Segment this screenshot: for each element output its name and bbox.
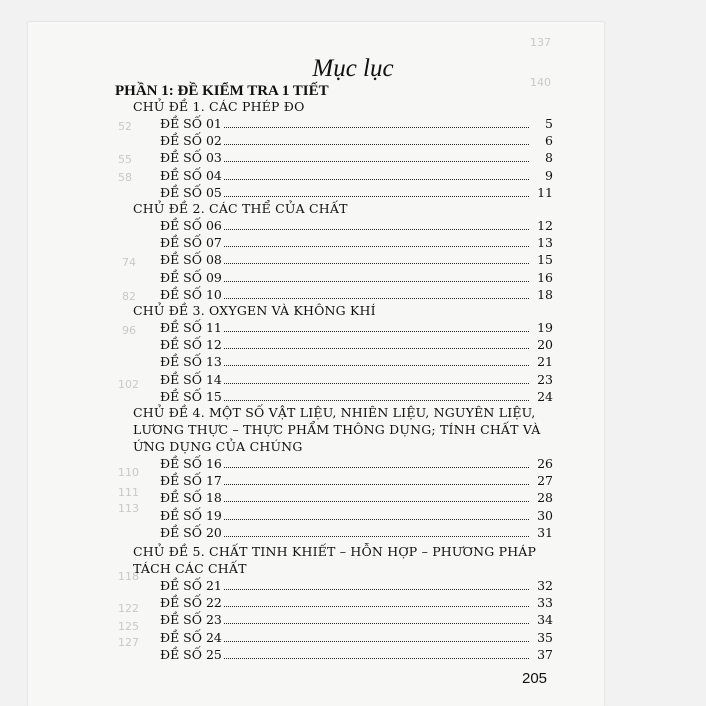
entry-label: ĐỀ SỐ 19 (160, 507, 222, 523)
entry-page-number: 11 (537, 184, 553, 200)
toc-entry (160, 336, 553, 352)
dot-leader (224, 229, 529, 230)
entry-label: ĐỀ SỐ 10 (160, 286, 222, 302)
toc-entry (160, 489, 553, 505)
toc-entry (160, 577, 553, 593)
entry-label: ĐỀ SỐ 06 (160, 218, 222, 233)
dot-leader (224, 348, 529, 349)
entry-label: ĐỀ SỐ 22 (160, 595, 222, 611)
toc-entry (160, 217, 553, 233)
dot-leader (224, 519, 529, 520)
entry-page-number: 21 (537, 354, 553, 370)
entry-label: ĐỀ SỐ 08 (160, 252, 222, 268)
toc-entry (160, 269, 553, 285)
toc-entry (160, 611, 553, 627)
topic-heading: CHỦ ĐỀ 3. OXYGEN VÀ KHÔNG KHÍ (133, 303, 376, 318)
toc-entry (160, 472, 553, 488)
entry-label: ĐỀ SỐ 03 (160, 150, 222, 166)
entry-label: ĐỀ SỐ 21 (160, 578, 222, 593)
toc-entry (160, 353, 553, 369)
entry-page-number: 28 (537, 490, 553, 506)
toc-entry (160, 167, 553, 183)
entry-label: ĐỀ SỐ 23 (160, 612, 222, 628)
entry-label: ĐỀ SỐ 01 (160, 116, 222, 131)
entry-label: ĐỀ SỐ 04 (160, 167, 222, 183)
dot-leader (224, 589, 529, 590)
entry-label: ĐỀ SỐ 16 (160, 456, 222, 471)
entry-page-number: 5 (545, 116, 553, 131)
dot-leader (224, 127, 529, 128)
dot-leader (224, 281, 529, 282)
entry-page-number: 33 (537, 595, 553, 611)
toc-entry (160, 524, 553, 540)
entry-label: ĐỀ SỐ 05 (160, 184, 222, 200)
entry-label: ĐỀ SỐ 13 (160, 354, 222, 370)
entry-label: ĐỀ SỐ 11 (160, 320, 222, 335)
topic-heading: CHỦ ĐỀ 2. CÁC THỂ CỦA CHẤT (133, 201, 348, 216)
entry-page-number: 13 (537, 235, 553, 251)
toc-entry (160, 132, 553, 148)
dot-leader (224, 623, 529, 624)
entry-page-number: 37 (537, 646, 553, 662)
dot-leader (224, 606, 529, 607)
entry-page-number: 27 (537, 473, 553, 489)
toc-entry (160, 234, 553, 250)
page-number: 205 (522, 670, 548, 687)
entry-page-number: 9 (545, 167, 553, 183)
dot-leader (224, 658, 529, 659)
entry-page-number: 12 (537, 218, 553, 233)
dot-leader (224, 144, 529, 145)
toc-entry (160, 388, 553, 404)
entry-page-number: 8 (545, 150, 553, 166)
dot-leader (224, 484, 529, 485)
dot-leader (224, 161, 529, 162)
entry-label: ĐỀ SỐ 14 (160, 371, 222, 387)
toc-entry (160, 184, 553, 200)
entry-page-number: 31 (537, 524, 553, 540)
entry-label: ĐỀ SỐ 24 (160, 629, 222, 645)
toc-entry (160, 594, 553, 610)
part-heading: PHẦN 1: ĐỀ KIỂM TRA 1 TIẾT (115, 83, 329, 99)
dot-leader (224, 501, 529, 502)
toc-entry (160, 646, 553, 662)
entry-page-number: 26 (537, 456, 553, 471)
dot-leader (224, 298, 529, 299)
entry-label: ĐỀ SỐ 07 (160, 235, 222, 251)
topic-heading: CHỦ ĐỀ 1. CÁC PHÉP ĐO (133, 99, 305, 114)
dot-leader (224, 331, 529, 332)
dot-leader (224, 641, 529, 642)
entry-label: ĐỀ SỐ 17 (160, 473, 222, 489)
dot-leader (224, 196, 529, 197)
dot-leader (224, 400, 529, 401)
entry-page-number: 15 (537, 252, 553, 268)
toc-entry (160, 251, 553, 267)
entry-label: ĐỀ SỐ 20 (160, 524, 222, 540)
entry-page-number: 30 (537, 507, 553, 523)
toc-entry (160, 115, 553, 131)
page-title: Mục lục (312, 55, 394, 82)
entry-page-number: 16 (537, 269, 553, 285)
entry-label: ĐỀ SỐ 25 (160, 646, 222, 662)
toc-entry (160, 629, 553, 645)
entry-page-number: 34 (537, 612, 553, 628)
entry-label: ĐỀ SỐ 12 (160, 337, 222, 353)
entry-page-number: 6 (545, 133, 553, 149)
entry-page-number: 20 (537, 337, 553, 353)
dot-leader (224, 365, 529, 366)
entry-label: ĐỀ SỐ 18 (160, 490, 222, 506)
entry-page-number: 23 (537, 371, 553, 387)
toc-entry (160, 286, 553, 302)
toc-entry (160, 319, 553, 335)
entry-label: ĐỀ SỐ 15 (160, 388, 222, 404)
dot-leader (224, 536, 529, 537)
dot-leader (224, 263, 529, 264)
entry-page-number: 32 (537, 578, 553, 593)
dot-leader (224, 246, 529, 247)
entry-page-number: 24 (537, 388, 553, 404)
entry-label: ĐỀ SỐ 02 (160, 133, 222, 149)
dot-leader (224, 467, 529, 468)
entry-page-number: 35 (537, 629, 553, 645)
toc-entry (160, 507, 553, 523)
topic-heading: CHỦ ĐỀ 5. CHẤT TINH KHIẾT – HỖN HỢP – PHƯƠNG PHÁP TÁCH CÁC CHẤT (133, 544, 537, 576)
dot-leader (224, 383, 529, 384)
entry-page-number: 18 (537, 286, 553, 302)
entry-page-number: 19 (537, 320, 553, 335)
dot-leader (224, 179, 529, 180)
toc-entry (160, 455, 553, 471)
topic-heading: CHỦ ĐỀ 4. MỘT SỐ VẬT LIỆU, NHIÊN LIỆU, NGUYÊN LIỆU, LƯƠNG THỰC – THỰC PHẨM THÔNG DỤNG; TÍNH CHẤT VÀ ỨNG DỤNG CỦA CHÚNG (133, 405, 541, 454)
toc-entry (160, 371, 553, 387)
toc-entry (160, 149, 553, 165)
entry-label: ĐỀ SỐ 09 (160, 269, 222, 285)
